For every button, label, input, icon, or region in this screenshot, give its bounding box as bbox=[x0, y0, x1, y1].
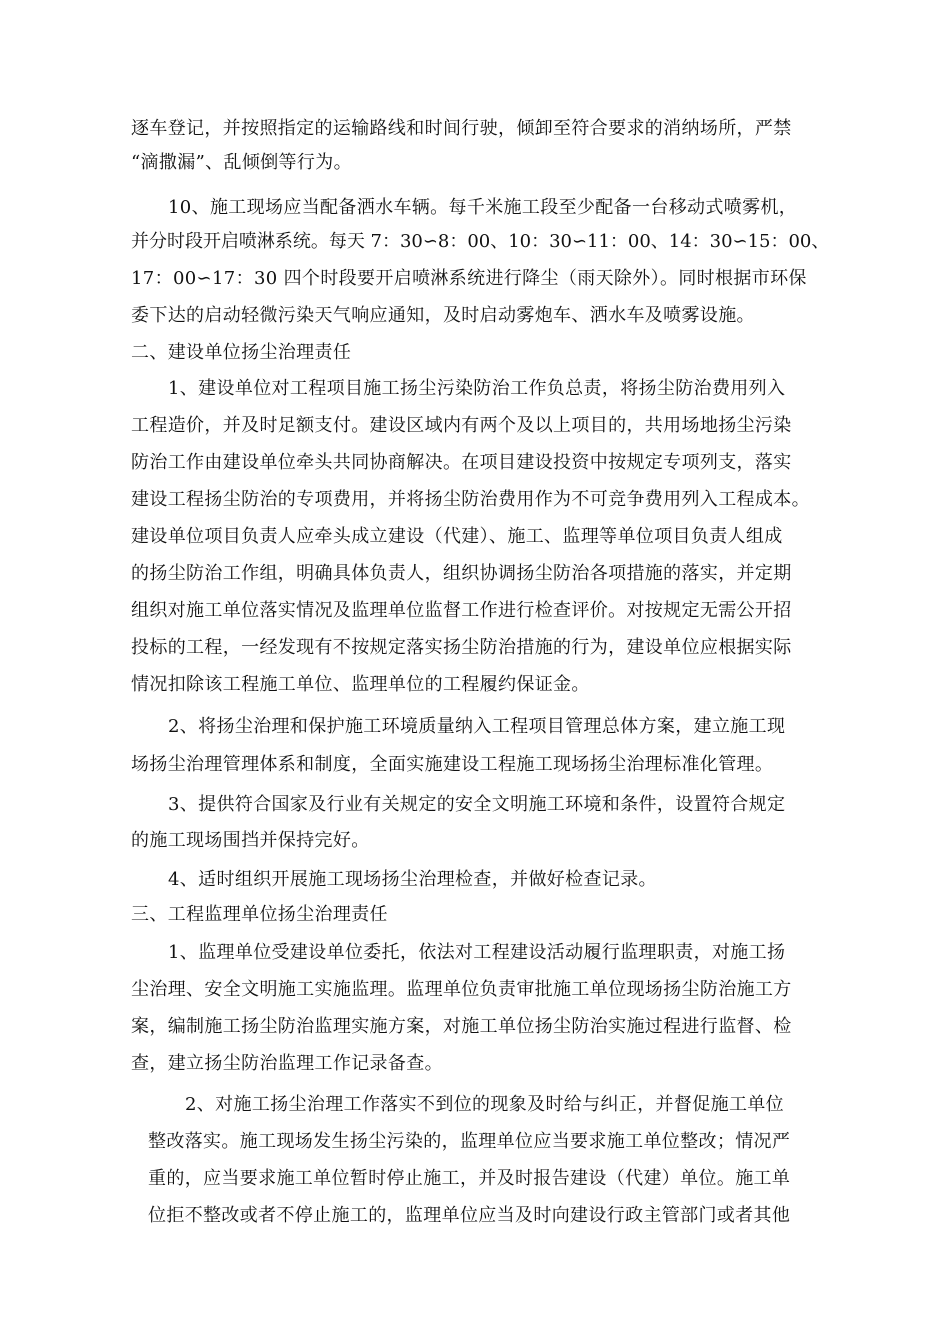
text-line: 整改落实。施工现场发生扬尘污染的，监理单位应当要求施工单位整改；情况严 bbox=[148, 1131, 791, 1152]
section-heading: 三、工程监理单位扬尘治理责任 bbox=[131, 904, 388, 925]
text-line: “滴撒漏”、乱倾倒等行为。 bbox=[131, 152, 352, 173]
text-line: 重的，应当要求施工单位暂时停止施工，并及时报告建设（代建）单位。施工单 bbox=[148, 1168, 791, 1189]
text-line: 并分时段开启喷淋系统。每天 7：30∽8：00、10：30∽11：00、14：30∽15：00、 bbox=[131, 231, 830, 252]
text-line: 逐车登记，并按照指定的运输路线和时间行驶，倾卸至符合要求的消纳场所，严禁 bbox=[131, 118, 792, 139]
text-line: 17：00∽17：30 四个时段要开启喷淋系统进行降尘（雨天除外）。同时根据市环保 bbox=[131, 268, 807, 289]
text-line: 1、建设单位对工程项目施工扬尘污染防治工作负总责，将扬尘防治费用列入 bbox=[168, 378, 786, 399]
text-line: 场扬尘治理管理体系和制度，全面实施建设工程施工现场扬尘治理标准化管理。 bbox=[131, 754, 774, 775]
text-line: 1、监理单位受建设单位委托，依法对工程建设活动履行监理职责，对施工扬 bbox=[168, 942, 786, 963]
text-line: 案，编制施工扬尘防治监理实施方案，对施工单位扬尘防治实施过程进行监督、检 bbox=[131, 1016, 792, 1037]
text-line: 10、施工现场应当配备洒水车辆。每千米施工段至少配备一台移动式喷雾机， bbox=[168, 197, 798, 218]
text-line: 的施工现场围挡并保持完好。 bbox=[131, 830, 370, 851]
text-line: 投标的工程，一经发现有不按规定落实扬尘防治措施的行为，建设单位应根据实际 bbox=[131, 637, 792, 658]
text-line: 位拒不整改或者不停止施工的，监理单位应当及时向建设行政主管部门或者其他 bbox=[148, 1205, 791, 1226]
text-line: 2、将扬尘治理和保护施工环境质量纳入工程项目管理总体方案，建立施工现 bbox=[168, 716, 786, 737]
section-heading: 二、建设单位扬尘治理责任 bbox=[131, 342, 352, 363]
text-line: 防治工作由建设单位牵头共同协商解决。在项目建设投资中按规定专项列支，落实 bbox=[131, 452, 792, 473]
text-line: 2、对施工扬尘治理工作落实不到位的现象及时给与纠正，并督促施工单位 bbox=[185, 1094, 784, 1115]
text-line: 的扬尘防治工作组，明确具体负责人，组织协调扬尘防治各项措施的落实，并定期 bbox=[131, 563, 792, 584]
text-line: 委下达的启动轻微污染天气响应通知，及时启动雾炮车、洒水车及喷雾设施。 bbox=[131, 305, 755, 326]
text-line: 4、适时组织开展施工现场扬尘治理检查，并做好检查记录。 bbox=[168, 869, 657, 890]
text-line: 查，建立扬尘防治监理工作记录备查。 bbox=[131, 1053, 443, 1074]
text-line: 3、提供符合国家及行业有关规定的安全文明施工环境和条件，设置符合规定 bbox=[168, 794, 786, 815]
text-line: 情况扣除该工程施工单位、监理单位的工程履约保证金。 bbox=[131, 674, 590, 695]
text-line: 工程造价，并及时足额支付。建设区域内有两个及以上项目的，共用场地扬尘污染 bbox=[131, 415, 792, 436]
text-line: 组织对施工单位落实情况及监理单位监督工作进行检查评价。对按规定无需公开招 bbox=[131, 600, 792, 621]
text-line: 尘治理、安全文明施工实施监理。监理单位负责审批施工单位现场扬尘防治施工方 bbox=[131, 979, 792, 1000]
text-line: 建设工程扬尘防治的专项费用，并将扬尘防治费用作为不可竞争费用列入工程成本。 bbox=[131, 489, 810, 510]
text-line: 建设单位项目负责人应牵头成立建设（代建）、施工、监理等单位项目负责人组成 bbox=[131, 526, 783, 547]
